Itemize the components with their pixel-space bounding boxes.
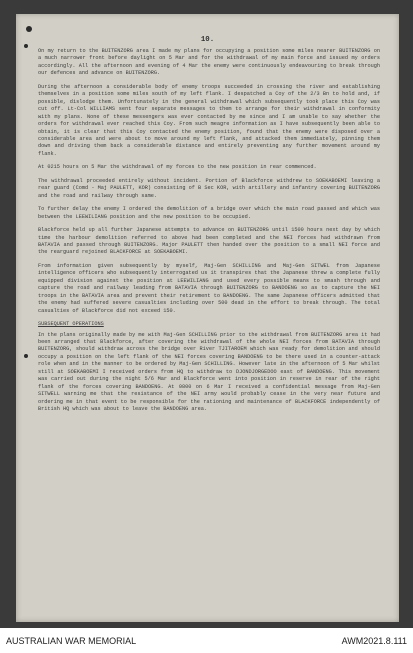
paragraph: At 0215 hours on 5 Mar the withdrawal of my forces to the new position in rear commenced. (38, 164, 317, 171)
punch-hole (24, 44, 28, 48)
document-body (38, 48, 380, 419)
footer-bar (0, 628, 413, 653)
punch-hole (24, 354, 28, 358)
punch-hole (26, 26, 32, 32)
paragraph: Blackforce held up all further Japanese attempts to advance on BUITENZORG until 1500 hours next day by which time the harbour demolition referred to above had been completed and the NEI forces had withdrawn from BATAVIA and passed through BUITENZORG. Major PAULETT then handed over the position to a small NEI force and the rearguard rejoined BLACKFORCE at SOEKABOEMI. (38, 227, 380, 256)
section-heading: SUBSEQUENT OPERATIONS (38, 321, 104, 328)
paragraph: On my return to the BUITENZORG area I made my plans for occupying a position some miles nearer BUITENZORG on a much narrower front before daylight on 5 Mar and for the withdrawal of my main force and issued my orders accordingly. All the afternoon and evening of 4 Mar the enemy were continuously endeavouring to break through our defences and advance on BUITENZORG. (38, 48, 380, 77)
paragraph: To further delay the enemy I ordered the demolition of a bridge over which the main road passed and which was between the LEEWILIANG position and the new position to be occupied. (38, 206, 380, 220)
page-number: 10. (200, 36, 215, 44)
source-label: AUSTRALIAN WAR MEMORIAL (6, 636, 137, 646)
paragraph: In the plans originally made by me with Maj-Gen SCHILLING prior to the withdrawal from BUITENZORG area it had been arranged that Blackforce, after covering the withdrawal of the whole NEI forces from BATAVIA through BUITENZORG, should withdraw across the bridge over River TJITAROEM which was ready for demolition and should occupy a position on the left flank of the NEI forces covering BANDOENG to be there used in a counter-attack role when and in the manner to be ordered by Maj-Gen SCHILLING. However late in the afternoon of 5 Mar whilst still at SOEKABOEMI I received orders from HQ to withdraw to DJONDJORGEDOO east of BANDOENG. This movement was carried out during the night 5/6 Mar and Blackforce went into position in reserve in rear of the right flank of the forces covering BANDOENG. At 0800 on 6 Mar I received a confidential message from Maj-Gen SITWELL warning me that the resistance of the NEI army would probably cease in the very near future and ordering me in that event to be responsible for the rationing and maintenance of BLACKFORCE independently of British HQ which was about to leave the BANDOENG area. (38, 331, 380, 413)
paragraph: From information given subsequently by myself, Maj-Gen SCHILLING and Maj-Gen SITWEL from Japanese intelligence officers who subsequently interrogated us it transpires that the Japanese threw a complete fully equipped division against the position at LEEWILIANG and used every possible means to smash through and capture the road and railway leading from BATAVIA through BUITENZORG to BANDOENG so as to capture the NEI troops in the BATAVIA area and prevent their retirement to BANDOENG. The same Japanese officers admitted that the enemy had suffered severe casualties including over 500 dead in the effort to break through. The total casualties of Blackforce did not exceed 150. (38, 262, 380, 314)
paragraph: The withdrawal proceeded entirely without incident. Portion of Blackforce withdrew to SOEKABOEMI leaving a rear guard (Comd - Maj PAULETT, KOR) consisting of B Sec KOR, with artillery and infantry covering BUITENZORG and the road and railway through same. (38, 177, 380, 199)
paragraph: During the afternoon a considerable body of enemy troops succeeded in crossing the river and establishing themselves in a position some miles south of my left flank. I despatched a Coy of the 2/3 Bn to hold and, if possible, dislodge them. Unfortunately in the general withdrawal which subsequently took place this Coy was cut off. Lt-Col WILLIAMS sent four separate messages to them to arrange for their withdrawal in conformity with my plans. None of these messengers was ever contacted by me since and I am unable to say whether the orders for withdrawal ever reached this Coy. From such meagre information as I have subsequently been able to obtain, it is clear that this Coy contacted the enemy position, found that the enemy were disposed over a considerable area and were about to move around my left flank, and attacked them immediately, pinning them down and driving them back a considerable distance and entirely preventing any further movement around my flank. (38, 83, 380, 157)
reference-code: AWM2021.8.111 (341, 636, 407, 646)
